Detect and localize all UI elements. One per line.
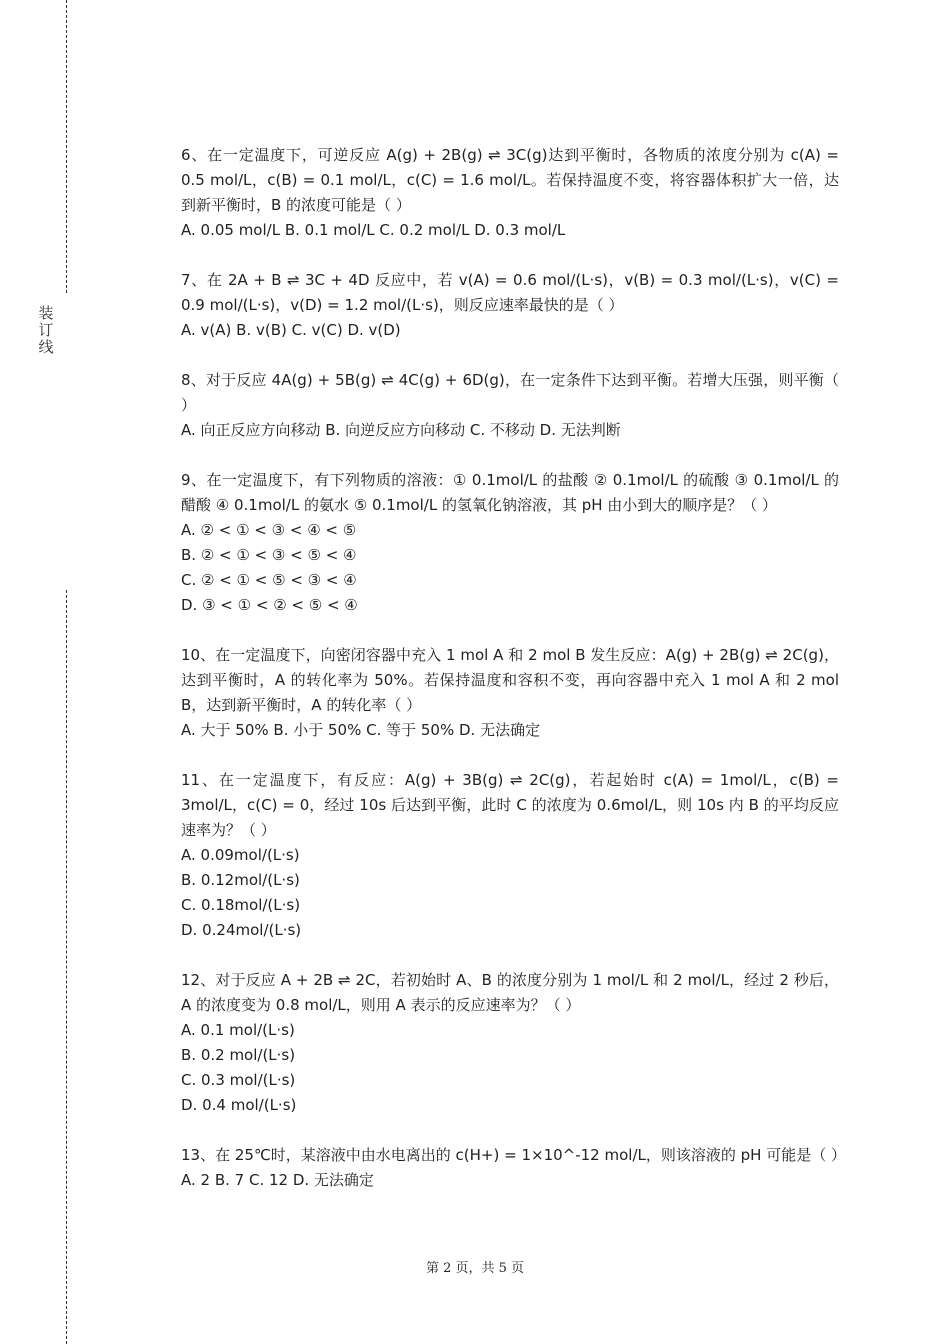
- question-11: [181, 768, 839, 943]
- question-stem: 13、在 25℃时，某溶液中由水电离出的 c(H+) = 1×10^-12 mol/L，则该溶液的 pH 可能是（ ）: [181, 1146, 846, 1164]
- question-8: [181, 368, 839, 443]
- question-stem: 8、对于反应 4A(g) + 5B(g) ⇌ 4C(g) + 6D(g)，在一定条件下达到平衡。若增大压强，则平衡（ ）: [181, 371, 839, 414]
- question-option: A. 2 B. 7 C. 12 D. 无法确定: [181, 1171, 374, 1189]
- binding-line-top: [66, 0, 67, 293]
- question-option: A. v(A) B. v(B) C. v(C) D. v(D): [181, 321, 401, 339]
- question-list: [181, 143, 846, 1218]
- binding-char: 装: [38, 304, 54, 322]
- question-option: A. 向正反应方向移动 B. 向逆反应方向移动 C. 不移动 D. 无法判断: [181, 421, 621, 439]
- question-option: A. 0.05 mol/L B. 0.1 mol/L C. 0.2 mol/L D. 0.3 mol/L: [181, 221, 566, 239]
- question-option: A. 大于 50% B. 小于 50% C. 等于 50% D. 无法确定: [181, 721, 541, 739]
- question-stem: 7、在 2A + B ⇌ 3C + 4D 反应中，若 v(A) = 0.6 mol/(L·s)，v(B) = 0.3 mol/(L·s)，v(C) = 0.9 mol/(L·s)，v(D) = 1.2 mol/(L·s)，则反应速率最快的是（ ）: [181, 271, 839, 314]
- question-option: C. 0.3 mol/(L·s): [181, 1071, 296, 1089]
- question-option: A. 0.1 mol/(L·s): [181, 1021, 295, 1039]
- question-stem: 6、在一定温度下，可逆反应 A(g) + 2B(g) ⇌ 3C(g)达到平衡时，各物质的浓度分别为 c(A) = 0.5 mol/L，c(B) = 0.1 mol/L，c(C) = 1.6 mol/L。若保持温度不变，将容器体积扩大一倍，达到新平衡时，B 的浓度可能是（ ）: [181, 146, 839, 214]
- question-7: [181, 268, 839, 343]
- question-option: D. 0.4 mol/(L·s): [181, 1096, 297, 1114]
- question-option: C. ② < ① < ⑤ < ③ < ④: [181, 571, 357, 589]
- question-option: A. ② < ① < ③ < ④ < ⑤: [181, 521, 357, 539]
- binding-label: [36, 305, 56, 356]
- question-6: [181, 143, 839, 243]
- question-stem: 9、在一定温度下，有下列物质的溶液：① 0.1mol/L 的盐酸 ② 0.1mol/L 的硫酸 ③ 0.1mol/L 的醋酸 ④ 0.1mol/L 的氨水 ⑤ 0.1mol/L 的氢氧化钠溶液，其 pH 由小到大的顺序是？（ ）: [181, 471, 839, 514]
- question-stem: 11、在一定温度下，有反应：A(g) + 3B(g) ⇌ 2C(g)，若起始时 c(A) = 1mol/L，c(B) = 3mol/L，c(C) = 0，经过 10s 后达到平衡，此时 C 的浓度为 0.6mol/L，则 10s 内 B 的平均反应速率为？（ ）: [181, 771, 839, 839]
- question-option: A. 0.09mol/(L·s): [181, 846, 300, 864]
- question-9: [181, 468, 839, 618]
- question-option: B. 0.12mol/(L·s): [181, 871, 300, 889]
- question-10: [181, 643, 839, 743]
- binding-line-bottom: [66, 590, 67, 1344]
- question-13: [181, 1143, 846, 1193]
- binding-char: 订: [38, 321, 54, 339]
- question-option: C. 0.18mol/(L·s): [181, 896, 301, 914]
- question-option: B. 0.2 mol/(L·s): [181, 1046, 296, 1064]
- question-option: D. 0.24mol/(L·s): [181, 921, 302, 939]
- question-stem: 10、在一定温度下，向密闭容器中充入 1 mol A 和 2 mol B 发生反应：A(g) + 2B(g) ⇌ 2C(g)，达到平衡时，A 的转化率为 50%。若保持温度和容积不变，再向容器中充入 1 mol A 和 2 mol B，达到新平衡时，A 的转化率（ ）: [181, 646, 839, 714]
- binding-char: 线: [38, 338, 54, 356]
- question-option: B. ② < ① < ③ < ⑤ < ④: [181, 546, 357, 564]
- question-12: [181, 968, 839, 1118]
- question-stem: 12、对于反应 A + 2B ⇌ 2C，若初始时 A、B 的浓度分别为 1 mol/L 和 2 mol/L，经过 2 秒后，A 的浓度变为 0.8 mol/L，则用 A 表示的反应速率为？（ ）: [181, 971, 839, 1014]
- question-option: D. ③ < ① < ② < ⑤ < ④: [181, 596, 358, 614]
- page-footer: 第 2 页，共 5 页: [425, 1261, 525, 1276]
